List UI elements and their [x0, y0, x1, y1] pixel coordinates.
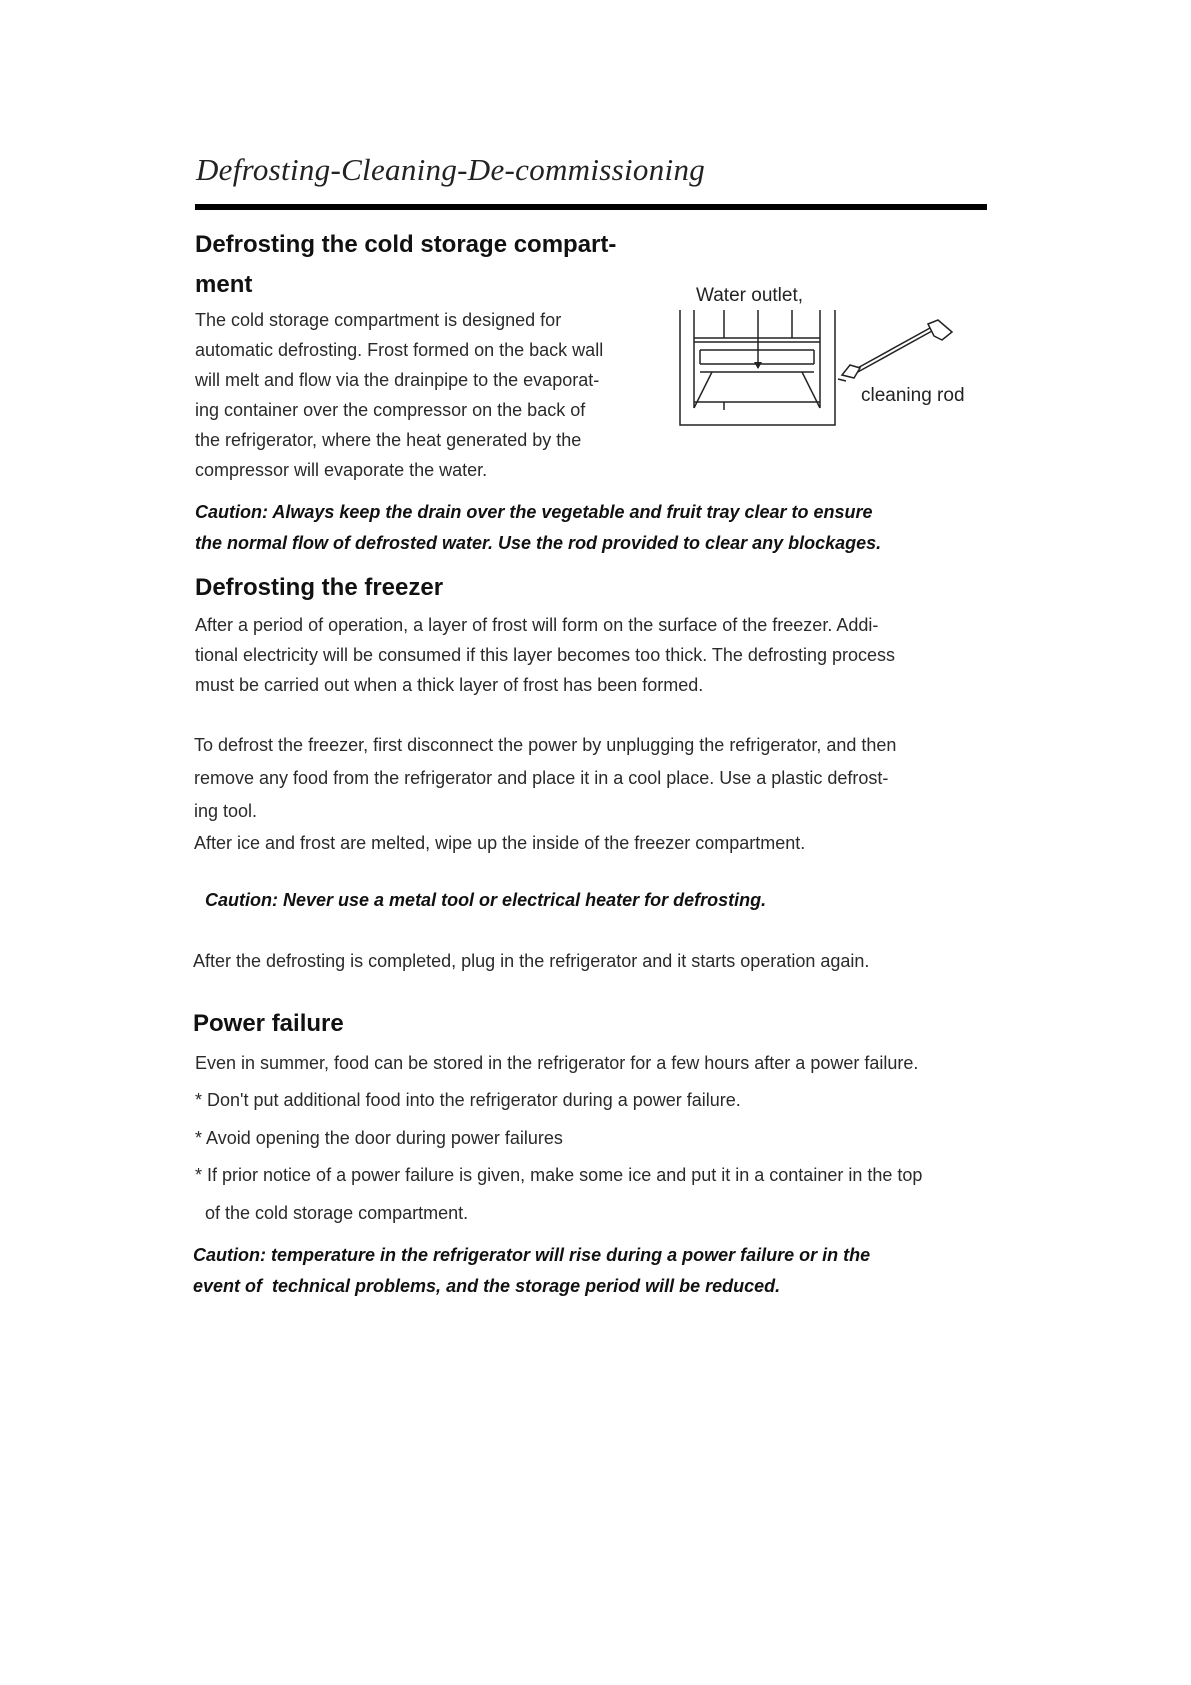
paragraph-line: automatic defrosting. Frost formed on the back wall [195, 340, 604, 360]
paragraph-line: After a period of operation, a layer of frost will form on the surface of the freezer. Addi- [195, 615, 879, 635]
figure-label-cleaning-rod: cleaning rod [861, 385, 965, 406]
paragraph-line: After ice and frost are melted, wipe up the inside of the freezer compartment. [194, 833, 806, 853]
paragraph-line: will melt and flow via the drainpipe to the evaporat- [195, 370, 600, 390]
paragraph-line: the refrigerator, where the heat generated by the [195, 430, 582, 450]
caution-power-failure [193, 1240, 870, 1302]
freezer-paragraph-2 [194, 729, 896, 859]
freezer-closing: After the defrosting is completed, plug in the refrigerator and it starts operation again. [193, 951, 870, 971]
cold-storage-paragraph [195, 305, 603, 485]
section-heading-freezer: Defrosting the freezer [195, 574, 444, 601]
section-heading-cold-storage-line2: ment [195, 271, 253, 298]
power-intro: Even in summer, food can be stored in the refrigerator for a few hours after a power failure. [195, 1053, 919, 1073]
list-item: * Avoid opening the door during power failures [195, 1127, 563, 1148]
caution-line: the normal flow of defrosted water. Use the rod provided to clear any blockages. [195, 533, 882, 553]
drain-illustration [672, 310, 972, 435]
paragraph-line: tional electricity will be consumed if this layer becomes too thick. The defrosting process [195, 645, 895, 665]
page-title: Defrosting-Cleaning-De-commissioning [196, 152, 706, 187]
caution-freezer: Caution: Never use a metal tool or electrical heater for defrosting. [205, 890, 767, 910]
figure-label-water-outlet: Water outlet, [696, 285, 804, 306]
caution-line: Caution: temperature in the refrigerator will rise during a power failure or in the [193, 1245, 871, 1265]
title-rule [195, 204, 987, 210]
caution-line: Caution: Always keep the drain over the vegetable and fruit tray clear to ensure [195, 502, 873, 522]
caution-cold-storage [195, 497, 881, 559]
paragraph-line: ing tool. [194, 801, 258, 821]
paragraph-line: remove any food from the refrigerator and place it in a cool place. Use a plastic defrost- [194, 768, 889, 788]
section-heading-cold-storage-line1: Defrosting the cold storage compart- [195, 231, 617, 258]
freezer-paragraph-1 [195, 610, 895, 700]
cleaning-rod-icon [838, 320, 952, 381]
paragraph-line: The cold storage compartment is designed for [195, 310, 562, 330]
caution-line: event of technical problems, and the storage period will be reduced. [193, 1276, 781, 1296]
list-item: of the cold storage compartment. [195, 1202, 469, 1223]
list-item: * Don't put additional food into the refrigerator during a power failure. [195, 1090, 741, 1110]
paragraph-line: compressor will evaporate the water. [195, 460, 488, 480]
paragraph-line: To defrost the freezer, first disconnect the power by unplugging the refrigerator, and then [194, 735, 897, 755]
section-heading-power-failure: Power failure [193, 1010, 344, 1037]
power-bullet-list [195, 1082, 922, 1232]
paragraph-line: ing container over the compressor on the back of [195, 400, 586, 420]
paragraph-line: must be carried out when a thick layer of frost has been formed. [195, 675, 704, 695]
list-item: * If prior notice of a power failure is given, make some ice and put it in a container in the top [195, 1165, 923, 1185]
